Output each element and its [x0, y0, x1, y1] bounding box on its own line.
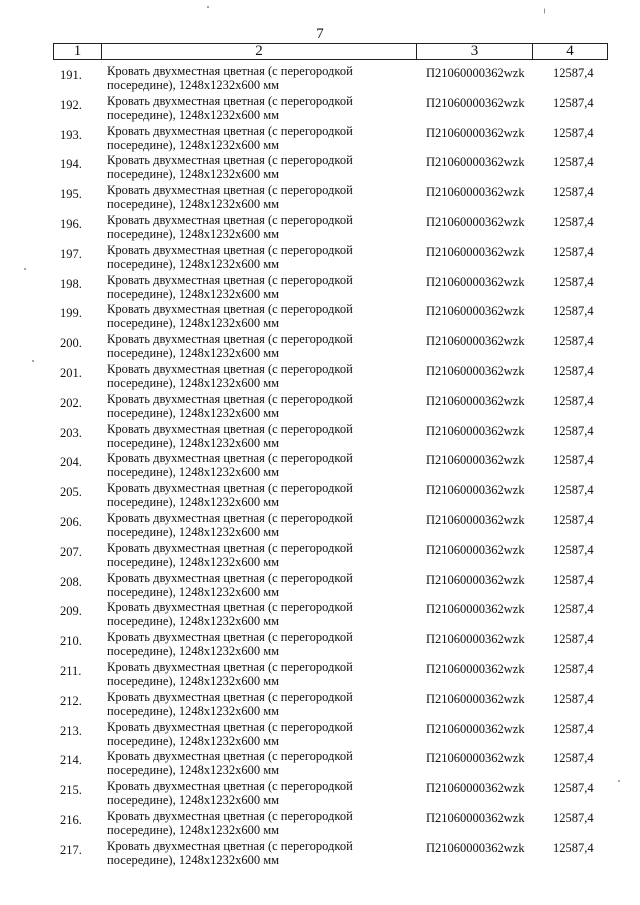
description-line-1: Кровать двухместная цветная (с перегородкой [107, 361, 353, 376]
item-description [107, 273, 407, 301]
table-row [0, 660, 640, 690]
description-line-1: Кровать двухместная цветная (с перегородкой [107, 540, 353, 555]
table-row [0, 511, 640, 541]
item-price: 12587,4 [553, 781, 594, 796]
item-price: 12587,4 [553, 453, 594, 468]
description-line-2: посередине), 1248x1232x600 мм [107, 465, 280, 480]
row-number: 206. [60, 514, 82, 529]
table-row [0, 481, 640, 511]
row-number: 196. [60, 216, 82, 231]
item-description [107, 451, 407, 479]
item-price: 12587,4 [553, 602, 594, 617]
description-line-2: посередине), 1248x1232x600 мм [107, 375, 280, 390]
item-code: П21060000362wzk [426, 393, 525, 408]
item-code: П21060000362wzk [426, 810, 525, 825]
item-code: П21060000362wzk [426, 244, 525, 259]
item-code: П21060000362wzk [426, 781, 525, 796]
description-line-1: Кровать двухместная цветная (с перегородкой [107, 272, 353, 287]
item-code: П21060000362wzk [426, 691, 525, 706]
row-number: 213. [60, 723, 82, 738]
description-line-1: Кровать двухместная цветная (с перегородкой [107, 779, 353, 794]
table-body [0, 64, 640, 869]
description-line-1: Кровать двухместная цветная (с перегородкой [107, 332, 353, 347]
row-number: 209. [60, 604, 82, 619]
item-description [107, 213, 407, 241]
description-line-1: Кровать двухместная цветная (с перегородкой [107, 123, 353, 138]
table-row [0, 541, 640, 571]
table-row [0, 94, 640, 124]
header-col-1: 1 [54, 44, 102, 59]
item-description [107, 422, 407, 450]
item-description [107, 511, 407, 539]
item-code: П21060000362wzk [426, 274, 525, 289]
item-code: П21060000362wzk [426, 483, 525, 498]
row-number: 195. [60, 187, 82, 202]
item-code: П21060000362wzk [426, 423, 525, 438]
item-price: 12587,4 [553, 840, 594, 855]
description-line-1: Кровать двухместная цветная (с перегородкой [107, 808, 353, 823]
table-row [0, 392, 640, 422]
description-line-2: посередине), 1248x1232x600 мм [107, 286, 280, 301]
item-description [107, 600, 407, 628]
description-line-1: Кровать двухместная цветная (с перегородкой [107, 391, 353, 406]
row-number: 203. [60, 425, 82, 440]
item-code: П21060000362wzk [426, 155, 525, 170]
item-price: 12587,4 [553, 66, 594, 80]
item-price: 12587,4 [553, 95, 594, 110]
item-description [107, 541, 407, 569]
description-line-2: посередине), 1248x1232x600 мм [107, 167, 280, 182]
description-line-1: Кровать двухместная цветная (с перегородкой [107, 749, 353, 764]
item-code: П21060000362wzk [426, 185, 525, 200]
description-line-1: Кровать двухместная цветная (с перегородкой [107, 183, 353, 198]
item-code: П21060000362wzk [426, 542, 525, 557]
item-price: 12587,4 [553, 244, 594, 259]
header-col-3: 3 [417, 44, 533, 59]
item-price: 12587,4 [553, 274, 594, 289]
item-code: П21060000362wzk [426, 304, 525, 319]
description-line-1: Кровать двухместная цветная (с перегородкой [107, 689, 353, 704]
item-code: П21060000362wzk [426, 125, 525, 140]
table-row [0, 749, 640, 779]
table-row [0, 153, 640, 183]
description-line-1: Кровать двухместная цветная (с перегородкой [107, 212, 353, 227]
description-line-1: Кровать двухместная цветная (с перегородкой [107, 659, 353, 674]
description-line-1: Кровать двухместная цветная (с перегородкой [107, 153, 353, 168]
description-line-2: посередине), 1248x1232x600 мм [107, 852, 280, 867]
description-line-2: посередине), 1248x1232x600 мм [107, 226, 280, 241]
table-row [0, 273, 640, 303]
table-row [0, 332, 640, 362]
item-code: П21060000362wzk [426, 214, 525, 229]
item-price: 12587,4 [553, 542, 594, 557]
item-description [107, 571, 407, 599]
item-description [107, 749, 407, 777]
row-number: 217. [60, 842, 82, 857]
item-price: 12587,4 [553, 632, 594, 647]
description-line-1: Кровать двухместная цветная (с перегородкой [107, 510, 353, 525]
description-line-2: посередине), 1248x1232x600 мм [107, 107, 280, 122]
item-price: 12587,4 [553, 721, 594, 736]
row-number: 208. [60, 574, 82, 589]
item-description [107, 124, 407, 152]
item-code: П21060000362wzk [426, 66, 525, 80]
scan-speck [207, 6, 209, 8]
description-line-2: посередине), 1248x1232x600 мм [107, 524, 280, 539]
row-number: 210. [60, 634, 82, 649]
item-code: П21060000362wzk [426, 572, 525, 587]
item-description [107, 362, 407, 390]
row-number: 197. [60, 246, 82, 261]
item-description [107, 153, 407, 181]
description-line-1: Кровать двухместная цветная (с перегородкой [107, 451, 353, 466]
item-price: 12587,4 [553, 512, 594, 527]
description-line-1: Кровать двухместная цветная (с перегородкой [107, 93, 353, 108]
description-line-2: посередине), 1248x1232x600 мм [107, 733, 280, 748]
description-line-2: посередине), 1248x1232x600 мм [107, 793, 280, 808]
table-row [0, 302, 640, 332]
description-line-1: Кровать двухместная цветная (с перегородкой [107, 838, 353, 853]
row-number: 194. [60, 157, 82, 172]
table-row [0, 720, 640, 750]
item-description [107, 332, 407, 360]
item-code: П21060000362wzk [426, 363, 525, 378]
item-price: 12587,4 [553, 304, 594, 319]
description-line-1: Кровать двухместная цветная (с перегородкой [107, 64, 353, 78]
item-code: П21060000362wzk [426, 334, 525, 349]
header-col-4: 4 [566, 43, 574, 59]
item-code: П21060000362wzk [426, 661, 525, 676]
item-price: 12587,4 [553, 334, 594, 349]
table-row [0, 690, 640, 720]
item-description [107, 94, 407, 122]
item-description [107, 809, 407, 837]
table-row [0, 600, 640, 630]
description-line-1: Кровать двухместная цветная (с перегородкой [107, 302, 353, 317]
description-line-1: Кровать двухместная цветная (с перегородкой [107, 570, 353, 585]
item-price: 12587,4 [553, 363, 594, 378]
item-description [107, 64, 407, 92]
item-description [107, 779, 407, 807]
description-line-1: Кровать двухместная цветная (с перегородкой [107, 600, 353, 615]
item-code: П21060000362wzk [426, 721, 525, 736]
scan-speck [618, 780, 620, 782]
item-code: П21060000362wzk [426, 840, 525, 855]
item-code: П21060000362wzk [426, 512, 525, 527]
description-line-2: посередине), 1248x1232x600 мм [107, 703, 280, 718]
table-row [0, 571, 640, 601]
description-line-2: посередине), 1248x1232x600 мм [107, 822, 280, 837]
item-description [107, 839, 407, 867]
description-line-2: посередине), 1248x1232x600 мм [107, 137, 280, 152]
row-number: 211. [60, 663, 82, 678]
row-number: 204. [60, 455, 82, 470]
table-row [0, 779, 640, 809]
item-description [107, 183, 407, 211]
description-line-1: Кровать двухместная цветная (с перегородкой [107, 242, 353, 257]
item-code: П21060000362wzk [426, 602, 525, 617]
item-price: 12587,4 [553, 125, 594, 140]
description-line-1: Кровать двухместная цветная (с перегородкой [107, 719, 353, 734]
row-number: 191. [60, 68, 82, 82]
scan-speck [24, 268, 26, 270]
item-code: П21060000362wzk [426, 453, 525, 468]
table-row [0, 630, 640, 660]
table-row [0, 362, 640, 392]
description-line-2: посередине), 1248x1232x600 мм [107, 495, 280, 510]
description-line-1: Кровать двухместная цветная (с перегородкой [107, 630, 353, 645]
item-description [107, 392, 407, 420]
description-line-2: посередине), 1248x1232x600 мм [107, 554, 280, 569]
item-price: 12587,4 [553, 661, 594, 676]
description-line-2: посередине), 1248x1232x600 мм [107, 405, 280, 420]
table-row [0, 183, 640, 213]
item-price: 12587,4 [553, 810, 594, 825]
description-line-2: посередине), 1248x1232x600 мм [107, 673, 280, 688]
row-number: 207. [60, 544, 82, 559]
row-number: 198. [60, 276, 82, 291]
description-line-2: посередине), 1248x1232x600 мм [107, 644, 280, 659]
item-description [107, 243, 407, 271]
item-code: П21060000362wzk [426, 632, 525, 647]
item-description [107, 690, 407, 718]
table-header [53, 43, 608, 60]
table-row [0, 124, 640, 154]
item-description [107, 302, 407, 330]
row-number: 212. [60, 693, 82, 708]
table-row [0, 809, 640, 839]
item-price: 12587,4 [553, 572, 594, 587]
row-number: 201. [60, 365, 82, 380]
item-description [107, 660, 407, 688]
row-number: 205. [60, 485, 82, 500]
table-row [0, 451, 640, 481]
table-row [0, 64, 640, 94]
row-number: 215. [60, 783, 82, 798]
description-line-1: Кровать двухместная цветная (с перегородкой [107, 421, 353, 436]
item-code: П21060000362wzk [426, 95, 525, 110]
description-line-2: посередине), 1248x1232x600 мм [107, 435, 280, 450]
description-line-1: Кровать двухместная цветная (с перегородкой [107, 481, 353, 496]
item-price: 12587,4 [553, 483, 594, 498]
item-price: 12587,4 [553, 214, 594, 229]
item-price: 12587,4 [553, 423, 594, 438]
table-row [0, 243, 640, 273]
item-code: П21060000362wzk [426, 751, 525, 766]
description-line-2: посередине), 1248x1232x600 мм [107, 584, 280, 599]
table-row [0, 422, 640, 452]
row-number: 216. [60, 812, 82, 827]
description-line-2: посередине), 1248x1232x600 мм [107, 197, 280, 212]
item-price: 12587,4 [553, 751, 594, 766]
description-line-2: посередине), 1248x1232x600 мм [107, 614, 280, 629]
item-price: 12587,4 [553, 393, 594, 408]
row-number: 214. [60, 753, 82, 768]
row-number: 200. [60, 336, 82, 351]
scan-speck [544, 8, 545, 14]
description-line-2: посередине), 1248x1232x600 мм [107, 316, 280, 331]
row-number: 199. [60, 306, 82, 321]
table-row [0, 839, 640, 869]
description-line-2: посередине), 1248x1232x600 мм [107, 78, 280, 92]
item-price: 12587,4 [553, 155, 594, 170]
description-line-2: посередине), 1248x1232x600 мм [107, 256, 280, 271]
scan-speck [32, 360, 34, 362]
description-line-2: посередине), 1248x1232x600 мм [107, 346, 280, 361]
item-description [107, 720, 407, 748]
item-price: 12587,4 [553, 691, 594, 706]
row-number: 192. [60, 97, 82, 112]
table-row [0, 213, 640, 243]
header-col-2: 2 [102, 44, 417, 59]
item-description [107, 481, 407, 509]
page-number: 7 [316, 26, 324, 42]
description-line-2: посередине), 1248x1232x600 мм [107, 763, 280, 778]
item-description [107, 630, 407, 658]
row-number: 202. [60, 395, 82, 410]
item-price: 12587,4 [553, 185, 594, 200]
row-number: 193. [60, 127, 82, 142]
